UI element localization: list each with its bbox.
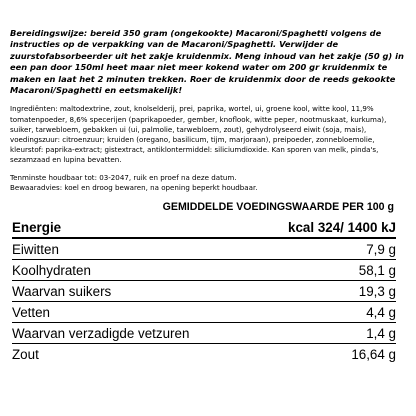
nutrition-row-sugars [12,281,396,302]
storage-advice-text: Bewaaradvies: koel en droog bewaren, na opening beperkt houdbaar. [10,183,258,193]
best-before-text: Tenminste houdbaar tot: 03-2047, ruik en proef na deze datum. [10,173,237,182]
nutrition-label: Koolhydraten [12,260,251,281]
product-label [10,28,408,364]
nutrition-label: Energie [12,217,251,238]
nutrition-label: Waarvan verzadigde vetzuren [12,323,251,344]
nutrition-label: Vetten [12,302,251,323]
nutrition-heading: GEMIDDELDE VOEDINGSWAARDE PER 100 g [162,201,394,214]
nutrition-row-energy [12,217,396,238]
nutrition-label: Zout [12,347,39,363]
nutrition-value: 1,4 g [251,323,396,344]
nutrition-value: 4,4 g [251,302,396,323]
nutrition-row-carbohydrates [12,260,396,281]
nutrition-value: 16,64 g [351,347,396,363]
nutrition-row-protein [12,238,396,260]
nutrition-row-salt [12,344,396,365]
nutrition-value: 58,1 g [251,260,396,281]
storage-info [10,173,408,193]
nutrition-value: 7,9 g [251,238,396,260]
preparation-instructions: Bereidingswijze: bereid 350 gram (ongekookte) Macaroni/Spaghetti volgens de instructies op de verpakking van de Macaroni/Spaghetti. Verwijder de zuurstofabsorbeerder uit het zakje kruidenmix. Meng inhoud van het zakje (50 g) in een pan door 150ml heet maar niet meer kokend water om 200 gr kruidenmix te maken en laat het 2 minuten trekken. Roer de kruidenmix door de reeds gekookte Macaroni/Spaghetti en eetsmakelijk! [10,28,404,96]
nutrition-value: kcal 324/ 1400 kJ [251,217,396,238]
nutrition-label: Eiwitten [12,238,251,260]
nutrition-label: Waarvan suikers [12,281,251,302]
ingredients-list: Ingrediënten: maltodextrine, zout, knolselderij, prei, paprika, wortel, ui, groene kool, witte kool, 11,9% tomatenpoeder, 8,6% specerijen (paprikapoeder, gember, knoflook, witte peper, nootmuskaat, kurkuma), suiker, tarwebloem, gebakken ui (ui, palmolie, tarwebloem, zout), gehydrolyseerd eiwit (soja, mais), voedingszuur: citroenzuur; kruiden (oregano, basilicum, tijm, marjoraan), preipoeder, zonnebloemolie, kleurstof: paprika-extract; gistextract, antiklontermiddel: siliciumdioxide. Kan sporen van melk, pinda's, sezamzaad en lupina bevatten. [10,104,387,164]
nutrition-row-saturated-fat [12,323,396,344]
nutrition-value: 19,3 g [251,281,396,302]
nutrition-table [12,217,396,364]
nutrition-row-fat [12,302,396,323]
